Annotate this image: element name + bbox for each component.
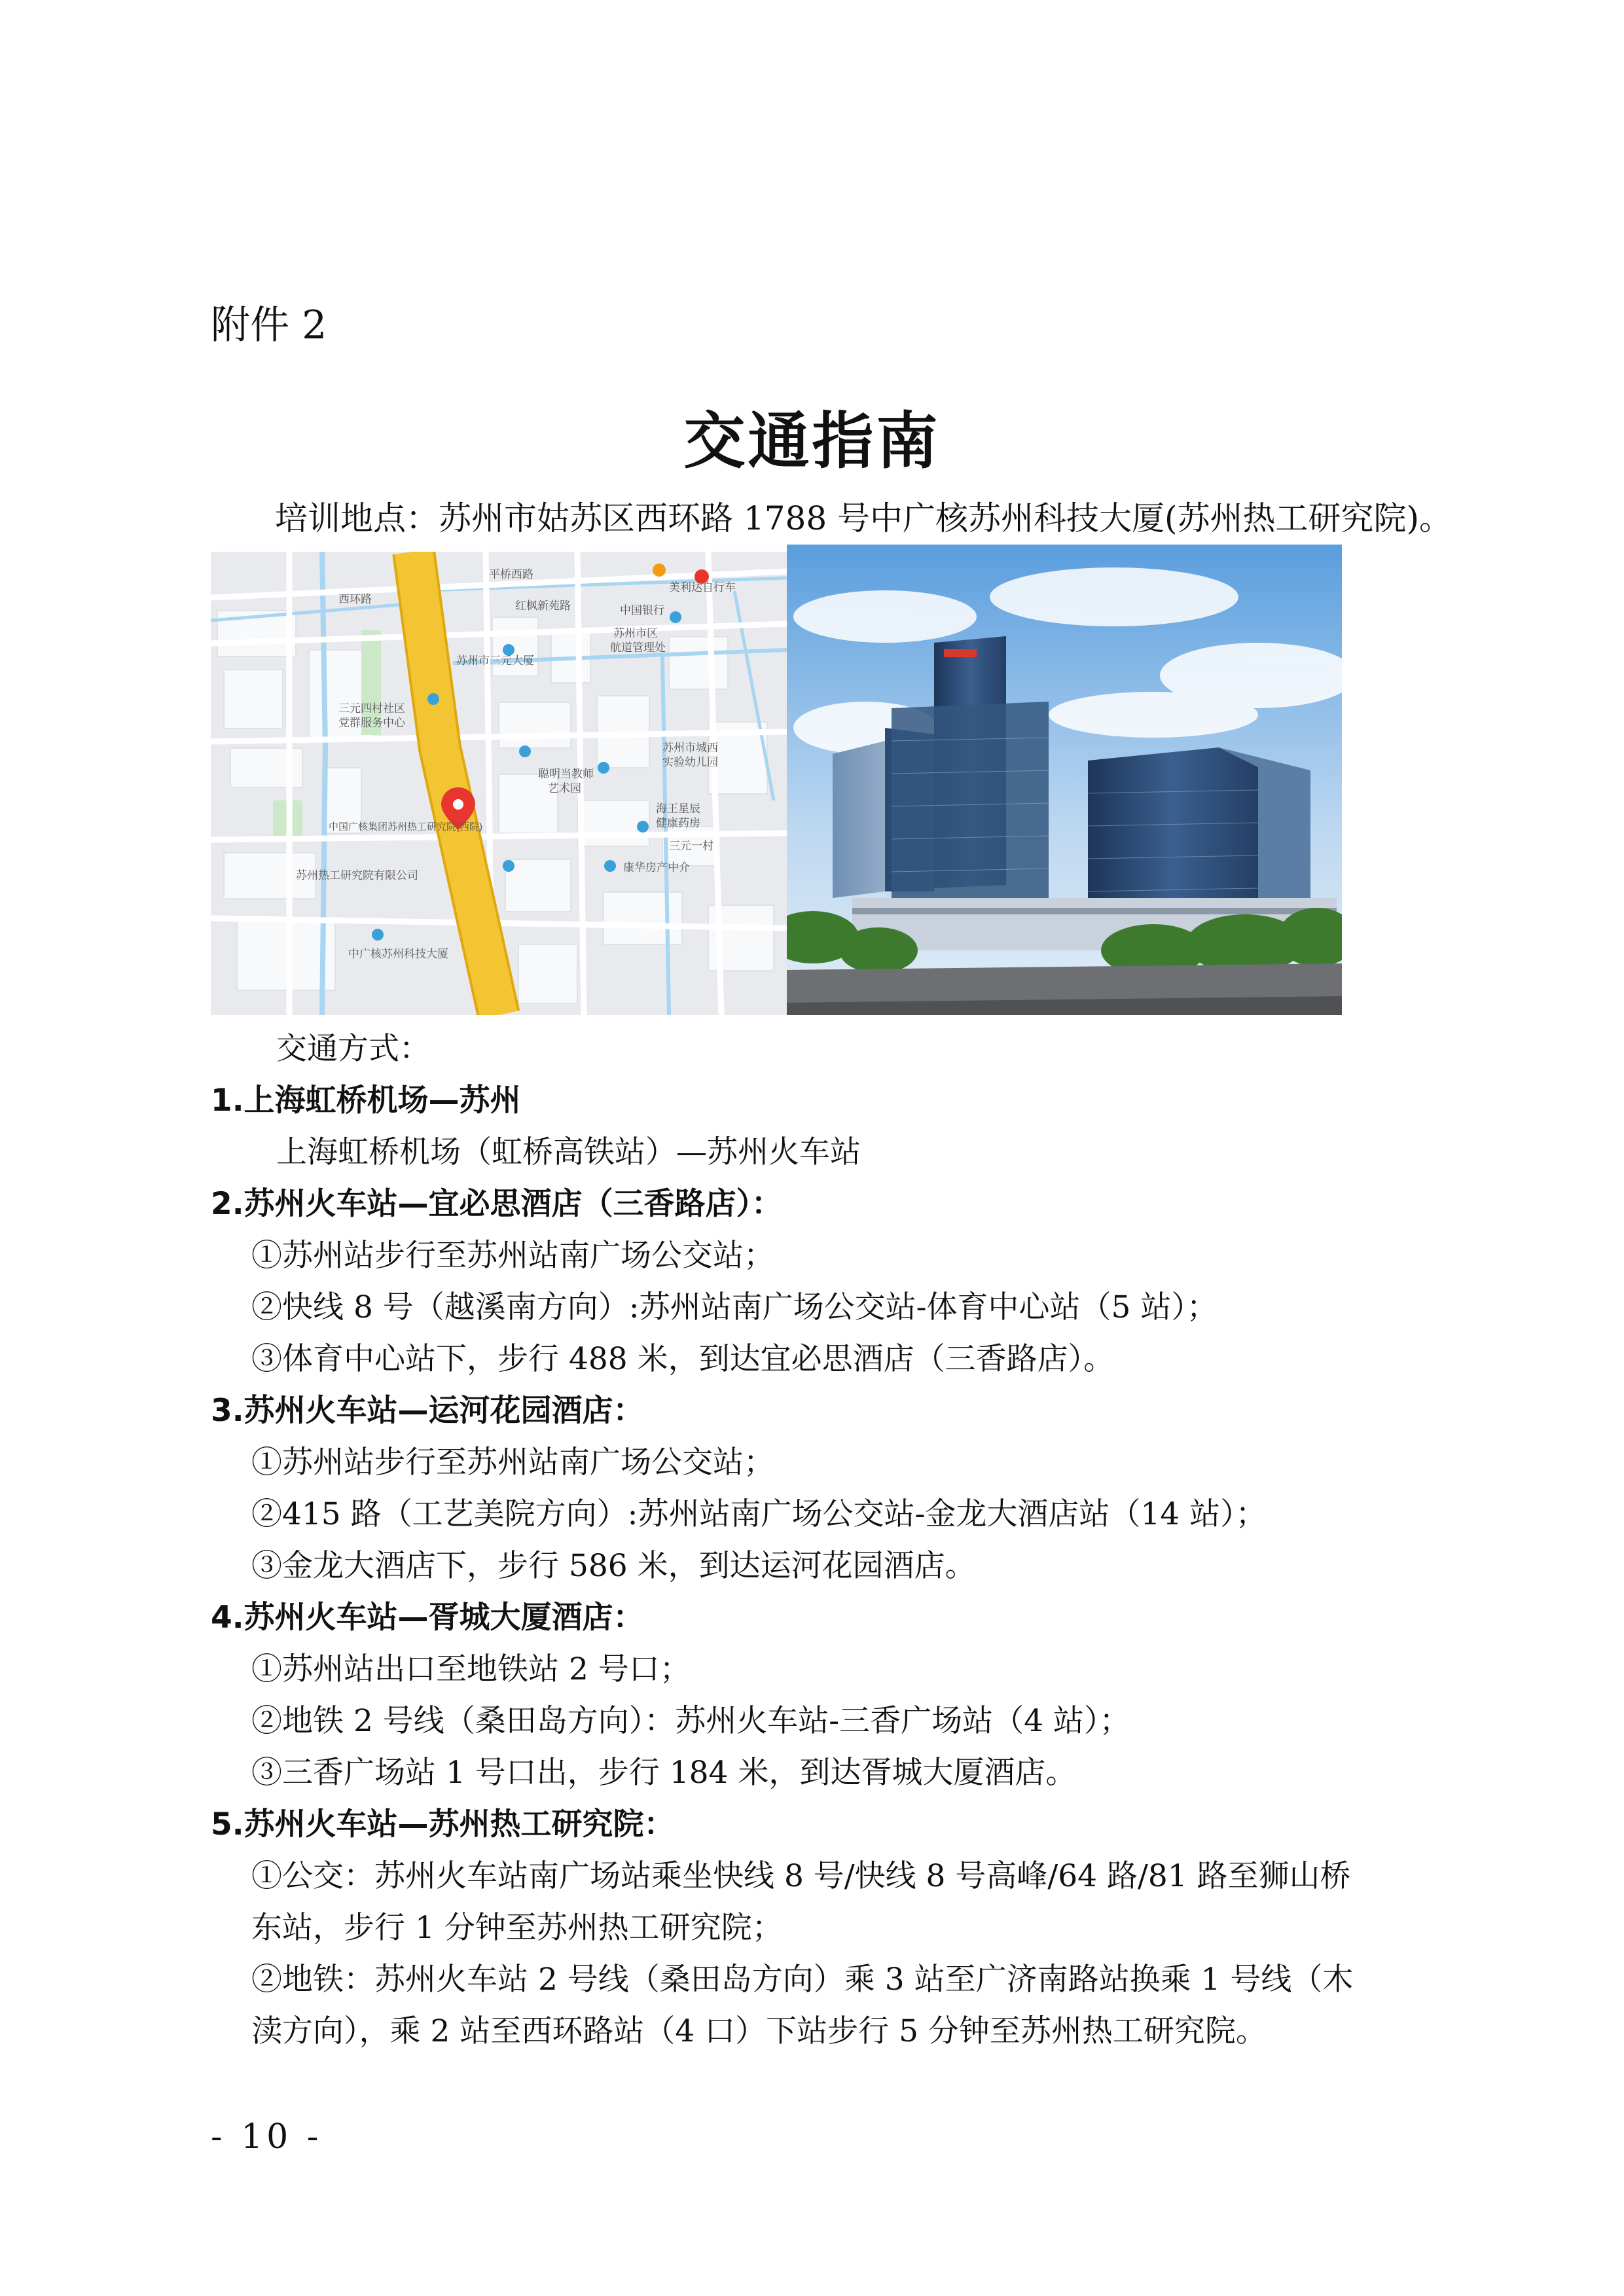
map-label-yishuyuan: 艺术园 xyxy=(548,782,581,795)
training-location: 培训地点：苏州市姑苏区西环路 1788 号中广核苏州科技大厦(苏州热工研究院)。 xyxy=(275,499,1453,537)
section-step: ①苏州站出口至地铁站 2 号口； xyxy=(251,1651,691,1687)
section-step: ①公交：苏州火车站南广场站乘坐快线 8 号/快线 8 号高峰/64 路/81 路至狮山桥 xyxy=(251,1858,1351,1894)
transport-label: 交通方式： xyxy=(276,1031,430,1067)
map-label-sanguang2: 三元四村社区 xyxy=(338,702,405,715)
map-label-hongfeng: 红枫新苑路 xyxy=(515,600,571,612)
map-label-suzhou-dist: 苏州市区 xyxy=(613,627,658,639)
map-label-haiwang: 海王星辰 xyxy=(656,802,700,815)
section-heading: 5.苏州火车站—苏州热工研究院： xyxy=(211,1806,675,1842)
section-step: 渎方向），乘 2 站至西环路站（4 口）下站步行 5 分钟至苏州热工研究院。 xyxy=(251,2013,1267,2049)
map-label-pingqiao: 平桥西路 xyxy=(489,568,533,581)
section-step: ①苏州站步行至苏州站南广场公交站； xyxy=(251,1238,774,1274)
section-heading: 4.苏州火车站—胥城大厦酒店： xyxy=(211,1600,644,1636)
map-label-jiankang: 健康药房 xyxy=(656,817,700,829)
attachment-label: 附件 2 xyxy=(211,302,327,348)
page-number: - 10 - xyxy=(211,2117,323,2157)
map-label-xihuan: 西环路 xyxy=(338,593,372,605)
section-step: ②地铁 2 号线（桑田岛方向）：苏州火车站-三香广场站（4 站）； xyxy=(251,1703,1130,1739)
map-label-cgn-tech: 中国广核集团苏州热工研究院(西院) xyxy=(329,821,482,833)
building-photo xyxy=(787,545,1342,1015)
map-label-dangqun: 党群服务中心 xyxy=(338,717,405,729)
section-step: ③金龙大酒店下，步行 586 米，到达运河花园酒店。 xyxy=(251,1548,976,1584)
map-label-sanguang: 苏州市三元大厦 xyxy=(456,655,534,667)
map-label-meili: 美利达自行车 xyxy=(669,581,736,594)
location-map xyxy=(211,552,787,1015)
section-line: 上海虹桥机场（虹桥高铁站）—苏州火车站 xyxy=(276,1134,861,1170)
map-label-shiyan: 实验幼儿园 xyxy=(662,756,718,768)
section-step: ③三香广场站 1 号口出，步行 184 米，到达胥城大厦酒店。 xyxy=(251,1755,1077,1791)
map-label-cgn-bldg: 中广核苏州科技大厦 xyxy=(348,948,448,960)
section-heading: 3.苏州火车站—运河花园酒店： xyxy=(211,1393,644,1429)
section-heading: 1.上海虹桥机场—苏州 xyxy=(211,1083,521,1119)
section-step: ②地铁：苏州火车站 2 号线（桑田岛方向）乘 3 站至广济南路站换乘 1 号线（木 xyxy=(251,1962,1354,1998)
page-title: 交通指南 xyxy=(683,406,941,477)
map-label-huaxi: 苏州市城西 xyxy=(662,742,718,754)
section-step: ①苏州站步行至苏州站南广场公交站； xyxy=(251,1444,774,1480)
map-label-boc: 中国银行 xyxy=(620,604,664,617)
section-step: ③体育中心站下，步行 488 米，到达宜必思酒店（三香路店）。 xyxy=(251,1341,1115,1377)
map-label-rgy-company: 苏州热工研究院有限公司 xyxy=(296,869,418,882)
map-label-kanghua: 康华房产中介 xyxy=(623,861,690,874)
section-step: ②415 路（工艺美院方向）:苏州站南广场公交站-金龙大酒店站（14 站）； xyxy=(251,1496,1267,1532)
section-step: 东站，步行 1 分钟至苏州热工研究院； xyxy=(251,1910,783,1946)
transport-body xyxy=(211,1023,1441,2057)
map-label-hangdao: 航道管理处 xyxy=(610,641,666,654)
map-label-pingming: 聪明当教师 xyxy=(538,768,594,780)
map-label-sanyuan1: 三元一村 xyxy=(669,840,713,852)
section-step: ②快线 8 号（越溪南方向）:苏州站南广场公交站-体育中心站（5 站）； xyxy=(251,1289,1218,1325)
section-heading: 2.苏州火车站—宜必思酒店（三香路店）： xyxy=(211,1186,783,1222)
